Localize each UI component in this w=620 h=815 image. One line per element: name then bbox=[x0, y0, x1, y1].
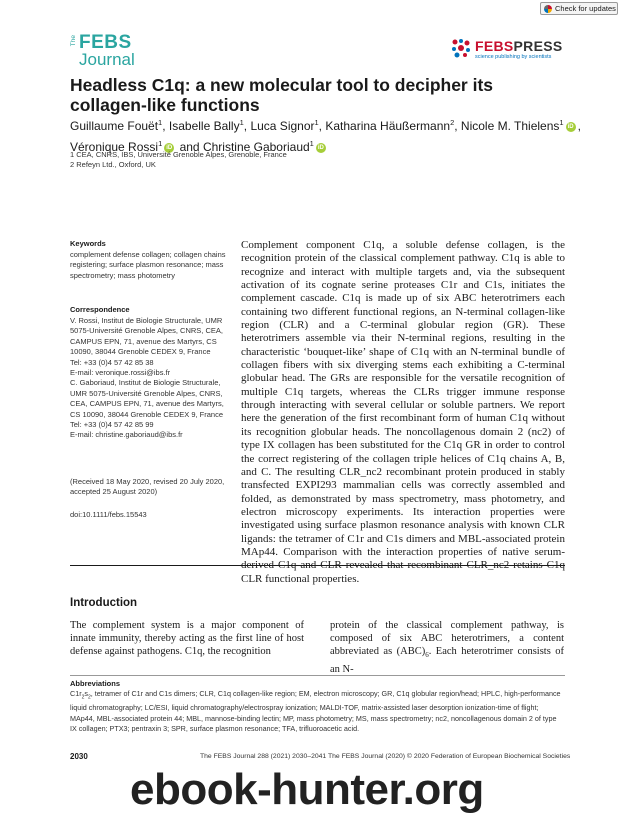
orcid-icon[interactable]: iD bbox=[317, 144, 324, 151]
article-title: Headless C1q: a new molecular tool to decipher its collagen-like functions bbox=[70, 75, 494, 115]
abstract-text: Complement component C1q, a soluble defense collagen, is the recognition protein of the classical complement pathway. C1q is able to recognize and interact with multiple targets and, via the subsequent activation of its cognate serine proteases C1r and C1s, initiates the complement cascade. C1q is made up of six ABC heterotrimers each containing two different functional regions, an N-terminal collagen-like region (CLR) and a C-terminal globular region (GR). These heterotrimers assemble via their N-terminal regions, resulting in the characteristic ‘bouquet-like’ shape of C1q with an N-terminal bundle of collagen fibers with six diverging stems each exhibiting a C-terminal globular head. The GRs are responsible for the versatile recognition of multiple C1q targets, whereas the CLRs trigger immune response through interacting with several cellular or soluble partners. We report here the generation of the first recombinant form of human C1q without its recognition globular heads. The noncollagenous domain 2 (nc2) of type IX collagen has been substituted for the C1q GR in order to control the correct registering of the collagen triple helices of C1q chains A, B, and C. The resulting CLR_nc2 recombinant protein produced in stably transfected EXPI293 mammalian cells was correctly assembled and folded, as demonstrated by mass spectrometry, mass photometry, and electron microscopy experiments. Its interaction properties were investigated using surface plasmon resonance analysis with known CLR ligands: the tetramer of C1r and C1s dimers and MBL-associated protein MAp44. Comparison with the interaction properties of native serum-derived C1q and CLR revealed that recombinant CLR_nc2 retains C1q CLR functional properties. bbox=[241, 239, 565, 585]
correspondence-tel-1: Tel: +33 (0)4 57 42 85 38 bbox=[70, 357, 154, 367]
journal-logo-journal: Journal bbox=[79, 50, 135, 69]
abbreviations-divider bbox=[70, 675, 565, 676]
watermark-text: ebook-hunter.org bbox=[130, 765, 484, 814]
author-name: Nicole M. Thielens bbox=[460, 119, 560, 133]
correspondence-email-1[interactable]: E-mail: veronique.rossi@ibs.fr bbox=[70, 368, 171, 378]
press-logo-name: FEBSPRESS bbox=[475, 38, 563, 54]
abbreviations-text: $C1r_2s_2$, tetramer of C1r and C1s dimers; CLR, C1q collagen-like region; EM, electron microscopy; GR, C1q globular region/head; HPLC, high-performance liquid chromatography; LC/ESI, liquid chromatography/electrospray ionization; MALDI-TOF, matrix-assisted laser desorption ionization-time of flight; MAp44, MBL-associated protein 44; MBL, mannose-binding lectin; MP, mass photometry; MS, mass spectrometry; nc2, noncollagenous domain 2 of type IX collagen; PTX3; pentraxin 3; SPR, surface plasmon resonance; TFA, trifluoroacetic acid. bbox=[70, 689, 561, 734]
abbreviations-heading: Abbreviations bbox=[70, 679, 121, 688]
affiliation-1: 1 CEA, CNRS, IBS, Université Grenoble Alpes, Grenoble, France bbox=[70, 150, 287, 159]
crossmark-icon bbox=[544, 5, 552, 13]
correspondence-block bbox=[70, 316, 230, 441]
keywords-heading: Keywords bbox=[70, 239, 106, 248]
introduction-heading: Introduction bbox=[70, 597, 138, 609]
author-name: Guillaume Fouët bbox=[70, 119, 159, 133]
orcid-icon[interactable]: iD bbox=[166, 144, 173, 151]
author-name: Katharina Häußermann bbox=[325, 119, 451, 133]
received-dates: (Received 18 May 2020, revised 20 July 2020, accepted 25 August 2020) bbox=[70, 477, 225, 497]
author-affiliation-mark: 1 bbox=[314, 118, 319, 127]
febs-journal-logo bbox=[70, 32, 140, 69]
author-name: Luca Signor bbox=[250, 119, 315, 133]
febs-press-dots-icon bbox=[450, 37, 472, 59]
footer-citation: The FEBS Journal 288 (2021) 2030–2041 The FEBS Journal (2020) © 2020 Federation of European Biochemical Societies bbox=[200, 753, 571, 760]
abstract-divider bbox=[70, 565, 565, 566]
author-affiliation-mark: 1 bbox=[309, 139, 314, 148]
author-affiliation-mark: 2 bbox=[450, 118, 455, 127]
author-name: Christine Gaboriaud bbox=[202, 140, 310, 154]
author-name: Isabelle Bally bbox=[168, 119, 240, 133]
check-for-updates-button[interactable] bbox=[540, 2, 618, 15]
correspondence-address-2: C. Gaboriaud, Institut de Biologie Structurale, UMR 5075-Université Grenoble Alpes, CNRS, CEA, CAMPUS EPN, 71, avenue des Martyrs, CS 10090, 38044 Grenoble CEDEX 9, France bbox=[70, 378, 224, 419]
orcid-icon[interactable]: iD bbox=[567, 123, 574, 130]
intro-column-1: The complement system is a major component of innate immunity, thereby acting as the first line of host defense against pathogens. C1q, the recognition bbox=[70, 620, 304, 658]
correspondence-address-1: V. Rossi, Institut de Biologie Structurale, UMR 5075-Université Grenoble Alpes, CNRS, CEA, CAMPUS EPN, 71, avenue des Martyrs, CS 10090, 38044 Grenoble CEDEX 9, France bbox=[70, 316, 223, 357]
journal-logo-the: The bbox=[70, 35, 77, 47]
page-number: 2030 bbox=[70, 752, 88, 761]
doi-link[interactable]: doi:10.1111/febs.15543 bbox=[70, 510, 147, 519]
febs-press-logo bbox=[450, 37, 590, 65]
keywords-text: complement defense collagen; collagen chains registering; surface plasmon resonance; mass spectrometry; mass photometry bbox=[70, 250, 226, 280]
correspondence-heading: Correspondence bbox=[70, 305, 130, 314]
author-list: Guillaume Fouët$^1$, Isabelle Bally$^1$, Luca Signor$^1$, Katharina Häußermann$^2$, Nicole M. Thielens$^1$ iD , Véronique Rossi$^1$ iD and Christine Gaboriaud$^1$ iD bbox=[70, 118, 581, 154]
correspondence-email-2[interactable]: E-mail: christine.gaboriaud@ibs.fr bbox=[70, 430, 183, 440]
correspondence-tel-2: Tel: +33 (0)4 57 42 85 99 bbox=[70, 420, 154, 430]
intro-column-2: protein of the classical complement pathway, is composed of six ABC heterotrimers, a content abbreviated as $(ABC)_6$. Each heterotrimer consists of an N- bbox=[330, 620, 564, 675]
author-affiliation-mark: 1 bbox=[559, 118, 564, 127]
author-affiliation-mark: 1 bbox=[158, 118, 163, 127]
author-affiliation-mark: 1 bbox=[239, 118, 244, 127]
journal-logo-febs: FEBS bbox=[79, 32, 132, 53]
author-name: Véronique Rossi bbox=[70, 140, 159, 154]
author-affiliation-mark: 1 bbox=[158, 139, 163, 148]
affiliation-2: 2 Refeyn Ltd., Oxford, UK bbox=[70, 160, 156, 169]
check-for-updates-label: Check for updates bbox=[555, 4, 616, 13]
press-logo-tagline: science publishing by scientists bbox=[475, 54, 552, 60]
